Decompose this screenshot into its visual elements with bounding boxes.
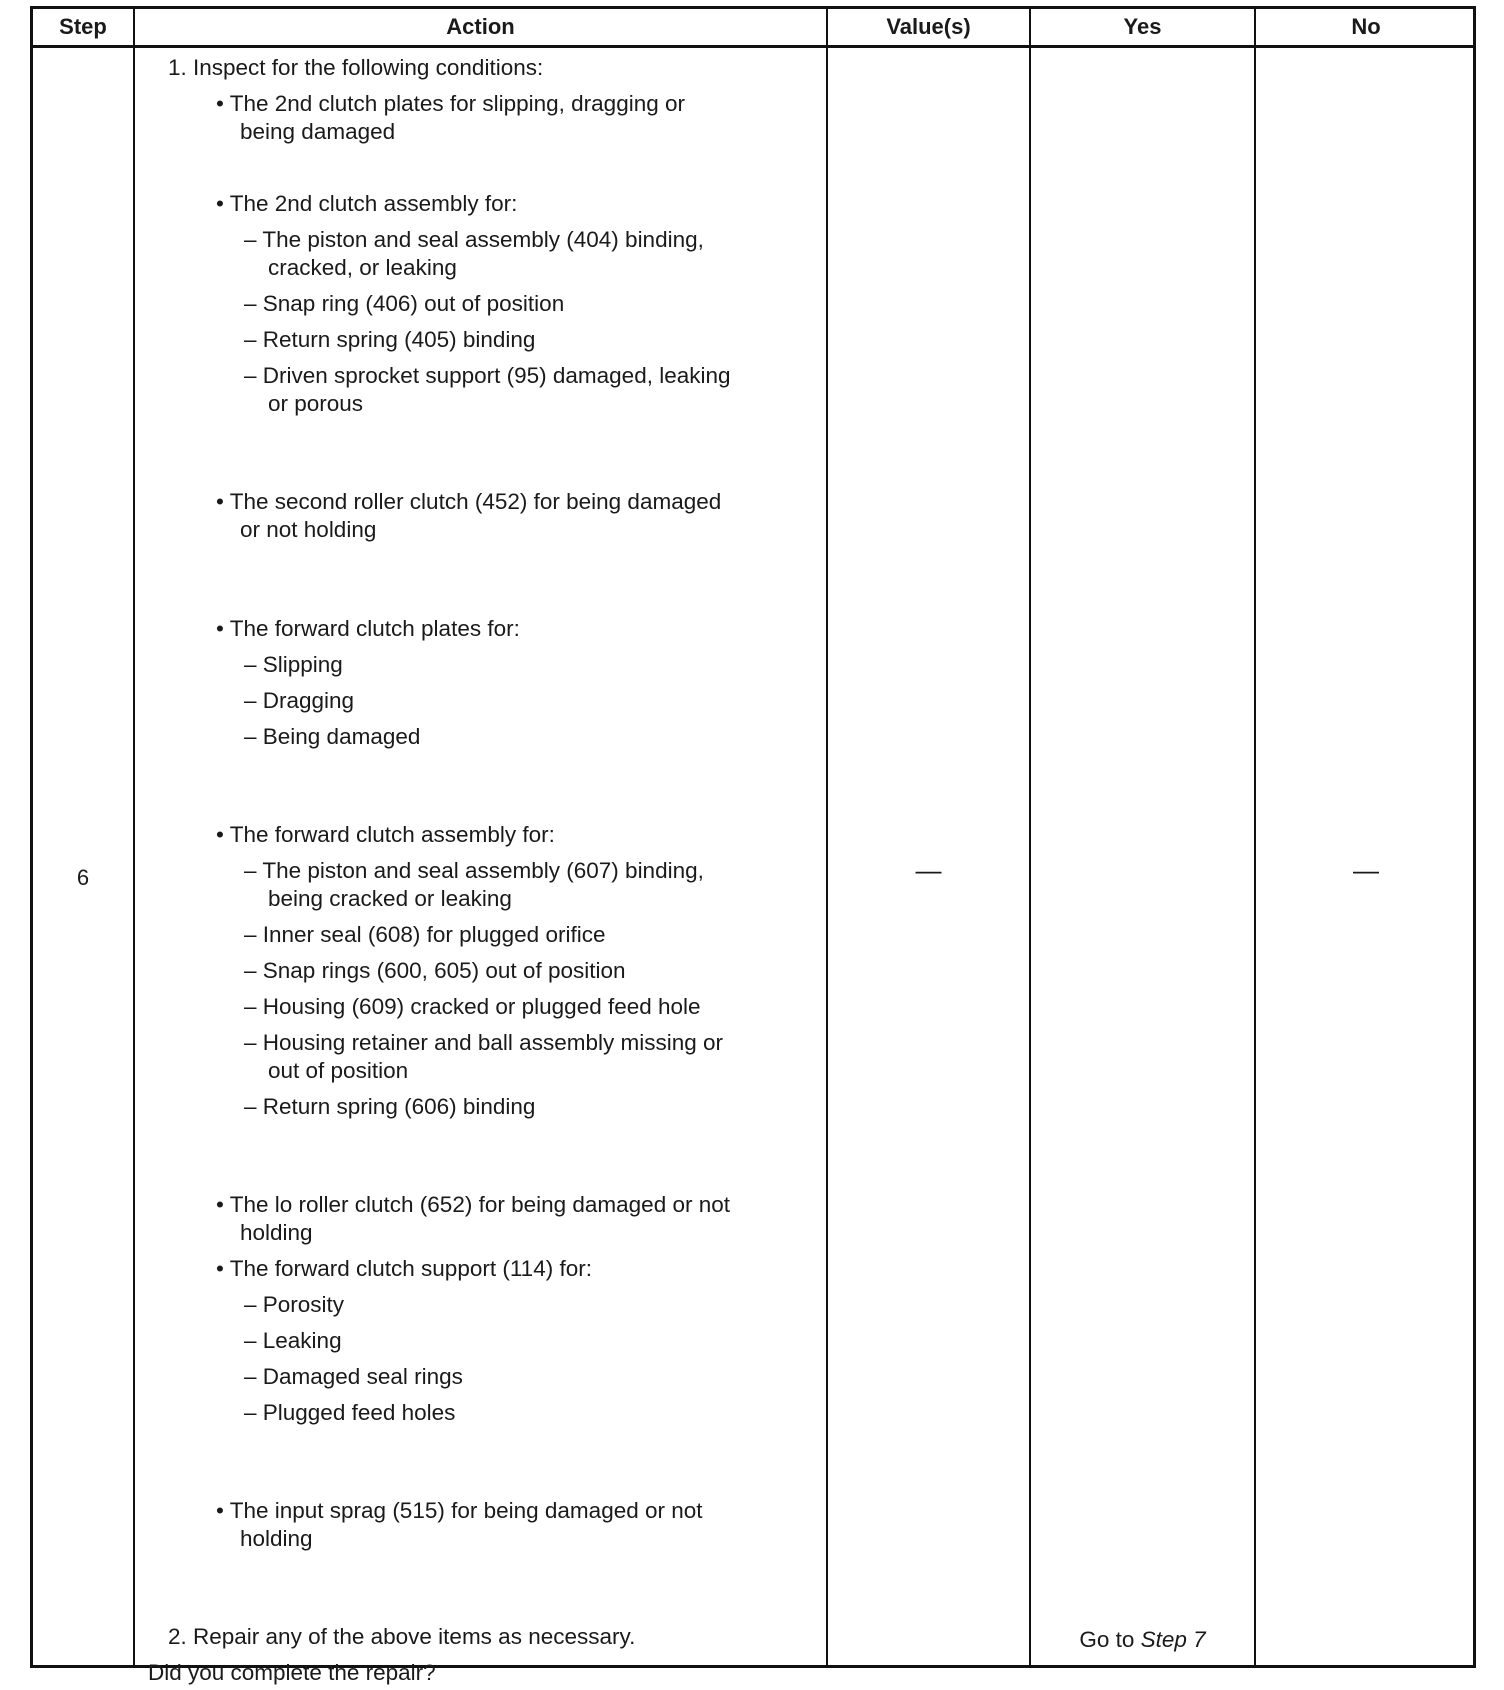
action-line: – The piston and seal assembly (404) binding,: [244, 227, 704, 252]
action-line: • The lo roller clutch (652) for being damaged or not: [216, 1192, 730, 1217]
action-line: – Slipping: [244, 652, 343, 677]
action-line: cracked, or leaking: [268, 255, 457, 280]
action-line: or not holding: [240, 517, 377, 542]
yes-cell: [1031, 1627, 1254, 1653]
action-line: – The piston and seal assembly (607) binding,: [244, 858, 704, 883]
action-line: 2. Repair any of the above items as necessary.: [168, 1624, 636, 1649]
action-line: • The forward clutch support (114) for:: [216, 1256, 592, 1281]
action-line: – Snap ring (406) out of position: [244, 291, 565, 316]
action-line: Did you complete the repair?: [148, 1660, 436, 1685]
diagnostic-table: [30, 6, 1476, 1685]
action-line: holding: [240, 1526, 313, 1551]
action-line: • The 2nd clutch plates for slipping, dragging or: [216, 91, 685, 116]
action-line: – Return spring (405) binding: [244, 327, 536, 352]
action-line: – Plugged feed holes: [244, 1400, 456, 1425]
action-line: being damaged: [240, 119, 396, 144]
action-cell: [136, 45, 826, 1685]
action-line: or porous: [268, 391, 364, 416]
action-line: – Driven sprocket support (95) damaged, leaking: [244, 363, 731, 388]
column-divider: [1029, 9, 1031, 1665]
action-line: 1. Inspect for the following conditions:: [168, 55, 544, 80]
step-number: 6: [76, 865, 90, 890]
action-line: • The forward clutch assembly for:: [216, 822, 555, 847]
action-line: • The forward clutch plates for:: [216, 616, 520, 641]
action-line: • The input sprag (515) for being damaged or not: [216, 1498, 703, 1523]
action-line: – Snap rings (600, 605) out of position: [244, 958, 626, 983]
action-line: – Leaking: [244, 1328, 342, 1353]
values-cell: —: [915, 855, 942, 885]
action-line: • The 2nd clutch assembly for:: [216, 191, 518, 216]
action-line: – Inner seal (608) for plugged orifice: [244, 922, 606, 947]
action-line: – Dragging: [244, 688, 355, 713]
header-yes: Yes: [1123, 14, 1162, 39]
action-line: out of position: [268, 1058, 409, 1083]
goto-prefix: Go to: [1079, 1627, 1141, 1652]
column-divider: [1254, 9, 1256, 1665]
header-no: No: [1351, 14, 1381, 39]
no-cell: —: [1353, 855, 1379, 885]
action-line: – Return spring (606) binding: [244, 1094, 536, 1119]
action-line: being cracked or leaking: [268, 886, 512, 911]
goto-step-link: Step 7: [1140, 1627, 1206, 1652]
action-line: holding: [240, 1220, 313, 1245]
action-line: – Housing retainer and ball assembly missing or: [244, 1030, 723, 1055]
header-action: Action: [446, 14, 515, 39]
action-line: – Housing (609) cracked or plugged feed hole: [244, 994, 701, 1019]
header-step: Step: [59, 14, 107, 39]
action-line: – Porosity: [244, 1292, 345, 1317]
column-divider: [133, 9, 135, 1665]
action-line: • The second roller clutch (452) for being damaged: [216, 489, 722, 514]
column-divider: [826, 9, 828, 1665]
action-line: – Damaged seal rings: [244, 1364, 463, 1389]
action-line: – Being damaged: [244, 724, 421, 749]
header-values: Value(s): [886, 14, 971, 39]
